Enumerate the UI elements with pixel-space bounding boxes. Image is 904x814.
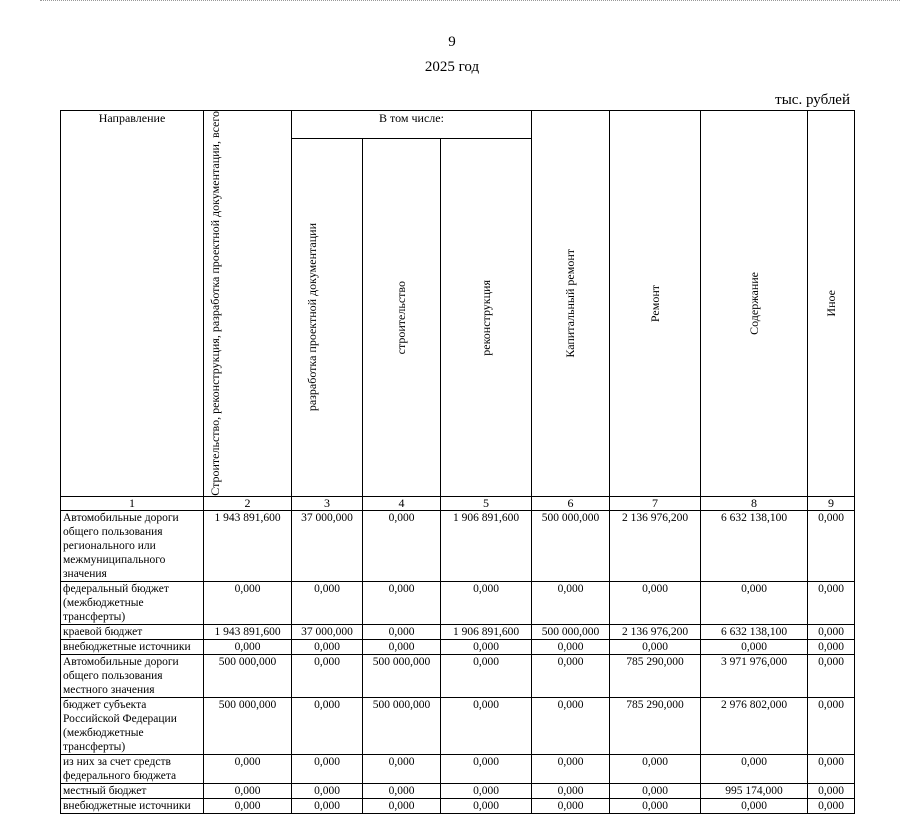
header-including: В том числе: (292, 111, 532, 139)
table-cell: 0,000 (610, 798, 701, 813)
row-label: внебюджетные источники (61, 798, 204, 813)
table-cell: 0,000 (808, 624, 855, 639)
header-direction: Направление (61, 111, 204, 497)
column-number: 6 (532, 496, 610, 510)
header-design (292, 139, 363, 496)
table-cell: 0,000 (204, 798, 292, 813)
table-cell: 500 000,000 (204, 654, 292, 697)
table-cell: 0,000 (808, 783, 855, 798)
header-repair (610, 111, 701, 497)
column-number: 4 (363, 496, 441, 510)
header-capital-repair (532, 111, 610, 497)
table-cell: 0,000 (532, 754, 610, 783)
table-cell: 0,000 (204, 754, 292, 783)
table-row (61, 754, 855, 783)
header-other-label: Иное (823, 290, 838, 317)
table-cell: 0,000 (441, 798, 532, 813)
row-label: бюджет субъекта Российской Федерации (межбюджетные трансферты) (61, 697, 204, 754)
page-number: 9 (448, 34, 456, 50)
table-cell: 0,000 (701, 798, 808, 813)
table-cell: 0,000 (532, 697, 610, 754)
table-cell: 0,000 (532, 581, 610, 624)
column-number: 1 (61, 496, 204, 510)
header-total (204, 111, 292, 497)
column-number: 5 (441, 496, 532, 510)
table-cell: 37 000,000 (292, 510, 363, 581)
column-number: 9 (808, 496, 855, 510)
row-label: федеральный бюджет (межбюджетные трансферты) (61, 581, 204, 624)
table-cell: 0,000 (292, 754, 363, 783)
table-cell: 1 906 891,600 (441, 510, 532, 581)
table-cell: 1 943 891,600 (204, 510, 292, 581)
budget-table (60, 110, 855, 814)
table-cell: 0,000 (441, 581, 532, 624)
table-cell: 0,000 (363, 639, 441, 654)
table-cell: 995 174,000 (701, 783, 808, 798)
table-cell: 0,000 (292, 697, 363, 754)
header-construction (363, 139, 441, 496)
table-cell: 2 136 976,200 (610, 510, 701, 581)
table-row (61, 654, 855, 697)
table-cell: 0,000 (701, 754, 808, 783)
table-cell: 0,000 (363, 754, 441, 783)
table-cell: 0,000 (610, 639, 701, 654)
table-cell: 0,000 (204, 783, 292, 798)
table-cell: 0,000 (532, 639, 610, 654)
table-cell: 0,000 (808, 697, 855, 754)
table-cell: 0,000 (808, 581, 855, 624)
table-cell: 3 971 976,000 (701, 654, 808, 697)
row-label: Автомобильные дороги общего пользования регионального или межмуниципального значения (61, 510, 204, 581)
table-row (61, 697, 855, 754)
header-construction-label: строительство (394, 280, 408, 355)
table-body (61, 510, 855, 813)
table-row (61, 639, 855, 654)
row-label: из них за счет средств федерального бюджета (61, 754, 204, 783)
table-cell: 0,000 (808, 798, 855, 813)
column-number: 7 (610, 496, 701, 510)
table-row (61, 624, 855, 639)
header-repair-label: Ремонт (647, 284, 662, 322)
table-cell: 0,000 (532, 654, 610, 697)
table-cell: 0,000 (610, 754, 701, 783)
table-cell: 0,000 (363, 624, 441, 639)
table-row (61, 581, 855, 624)
table-cell: 0,000 (292, 783, 363, 798)
table-cell: 0,000 (610, 783, 701, 798)
table-cell: 0,000 (441, 697, 532, 754)
table-cell: 500 000,000 (532, 510, 610, 581)
table-cell: 500 000,000 (363, 654, 441, 697)
table-cell: 0,000 (441, 639, 532, 654)
column-number: 8 (701, 496, 808, 510)
header-maintenance (701, 111, 808, 497)
table-cell: 0,000 (808, 754, 855, 783)
table-cell: 785 290,000 (610, 654, 701, 697)
row-label: местный бюджет (61, 783, 204, 798)
table-cell: 2 136 976,200 (610, 624, 701, 639)
table-cell: 0,000 (532, 783, 610, 798)
table-cell: 0,000 (610, 581, 701, 624)
header-other (808, 111, 855, 497)
table-header (61, 111, 855, 511)
header-maintenance-label: Содержание (746, 271, 761, 335)
table-row (61, 510, 855, 581)
table-cell: 0,000 (363, 510, 441, 581)
row-label: краевой бюджет (61, 624, 204, 639)
header-design-label: разработка проектной документации (305, 223, 319, 412)
table-cell: 0,000 (532, 798, 610, 813)
table-cell: 2 976 802,000 (701, 697, 808, 754)
row-label: Автомобильные дороги общего пользования местного значения (61, 654, 204, 697)
column-numbers-row (61, 496, 855, 510)
table-cell: 0,000 (292, 654, 363, 697)
table-cell: 0,000 (363, 798, 441, 813)
table-cell: 37 000,000 (292, 624, 363, 639)
table-cell: 1 943 891,600 (204, 624, 292, 639)
table-cell: 0,000 (363, 581, 441, 624)
table-cell: 500 000,000 (363, 697, 441, 754)
table-cell: 1 906 891,600 (441, 624, 532, 639)
table-cell: 0,000 (441, 654, 532, 697)
header-reconstruction-label: реконструкция (478, 279, 493, 356)
units-label: тыс. рублей (775, 92, 850, 108)
table-cell: 0,000 (808, 654, 855, 697)
table-cell: 0,000 (292, 639, 363, 654)
table-cell: 0,000 (808, 639, 855, 654)
table-cell: 0,000 (292, 798, 363, 813)
table-cell: 0,000 (204, 581, 292, 624)
table-cell: 6 632 138,100 (701, 510, 808, 581)
table-cell: 500 000,000 (204, 697, 292, 754)
table-cell: 0,000 (808, 510, 855, 581)
scan-top-edge (40, 0, 900, 2)
table-cell: 785 290,000 (610, 697, 701, 754)
column-number: 2 (204, 496, 292, 510)
table-cell: 500 000,000 (532, 624, 610, 639)
header-reconstruction (441, 139, 532, 496)
table-cell: 0,000 (701, 639, 808, 654)
table-row (61, 783, 855, 798)
column-number: 3 (292, 496, 363, 510)
header-total-label: Строительство, реконструкция, разработка проектной документации, всего (207, 111, 222, 496)
row-label: внебюджетные источники (61, 639, 204, 654)
table-cell: 0,000 (441, 783, 532, 798)
table-row (61, 798, 855, 813)
table-cell: 0,000 (701, 581, 808, 624)
table-cell: 6 632 138,100 (701, 624, 808, 639)
page-title-year: 2025 год (424, 59, 480, 75)
header-capital-repair-label: Капитальный ремонт (563, 249, 577, 358)
table-cell: 0,000 (441, 754, 532, 783)
table-cell: 0,000 (292, 581, 363, 624)
table-cell: 0,000 (204, 639, 292, 654)
table-cell: 0,000 (363, 783, 441, 798)
